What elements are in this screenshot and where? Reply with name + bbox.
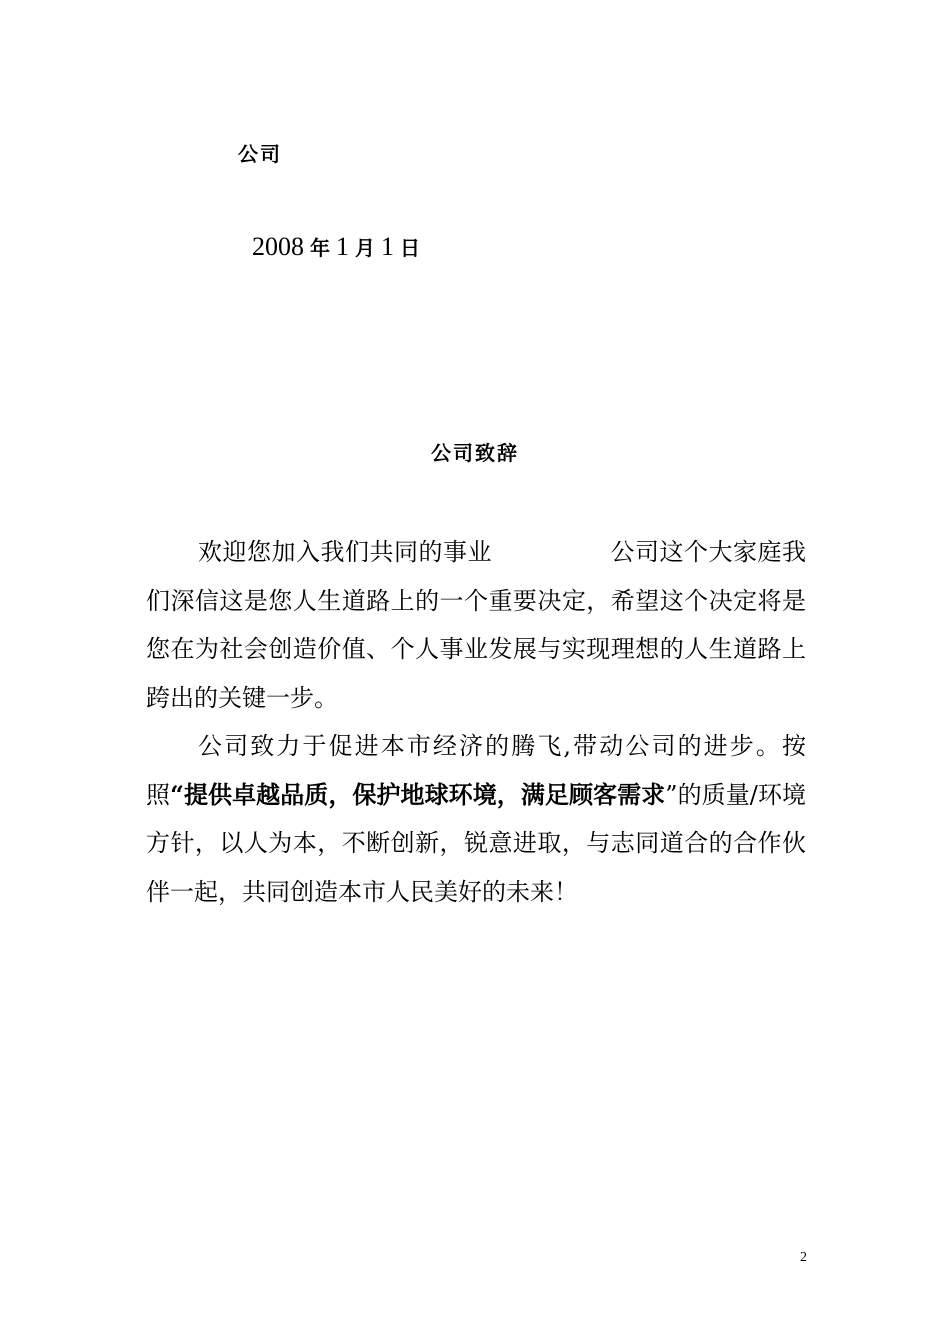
paragraph-welcome-rest: 公司这个大家庭我们深信这是您人生道路上的一个重要决定，希望这个决定将是您在为社会创造价值、个人事业发展与实现理想的人生道路上跨出的关键一步。 — [146, 538, 806, 712]
paragraph-mission — [146, 722, 806, 916]
date-day: 1 — [381, 232, 394, 261]
date-day-unit: 日 — [400, 236, 420, 260]
page-title: 公司致辞 — [431, 441, 519, 465]
policy-quote: 提供卓越品质，保护地球环境，满足顾客需求 — [183, 779, 666, 809]
company-name: 公司 — [238, 142, 282, 166]
quote-close: ” — [665, 780, 678, 809]
date-year-unit: 年 — [310, 236, 330, 260]
date-month: 1 — [336, 232, 349, 261]
date-year: 2008 — [252, 232, 304, 261]
quote-open: “ — [170, 779, 184, 809]
date-month-unit: 月 — [355, 236, 375, 260]
page-number: 2 — [800, 1250, 807, 1265]
paragraph-mission-start: 公司致力于促进本市经济的腾飞,带动公司的进步。按照 — [146, 732, 806, 809]
paragraph-welcome-start: 欢迎您加入我们共同的事业 — [198, 538, 492, 566]
date-line — [252, 232, 426, 262]
paragraph-mission-rest: 的质量/环境方针，以人为本，不断创新，锐意进取，与志同道合的合作伙伴一起，共同创造本市人民美好的未来！ — [146, 780, 807, 906]
body-text — [146, 528, 806, 916]
paragraph-welcome — [146, 528, 806, 722]
